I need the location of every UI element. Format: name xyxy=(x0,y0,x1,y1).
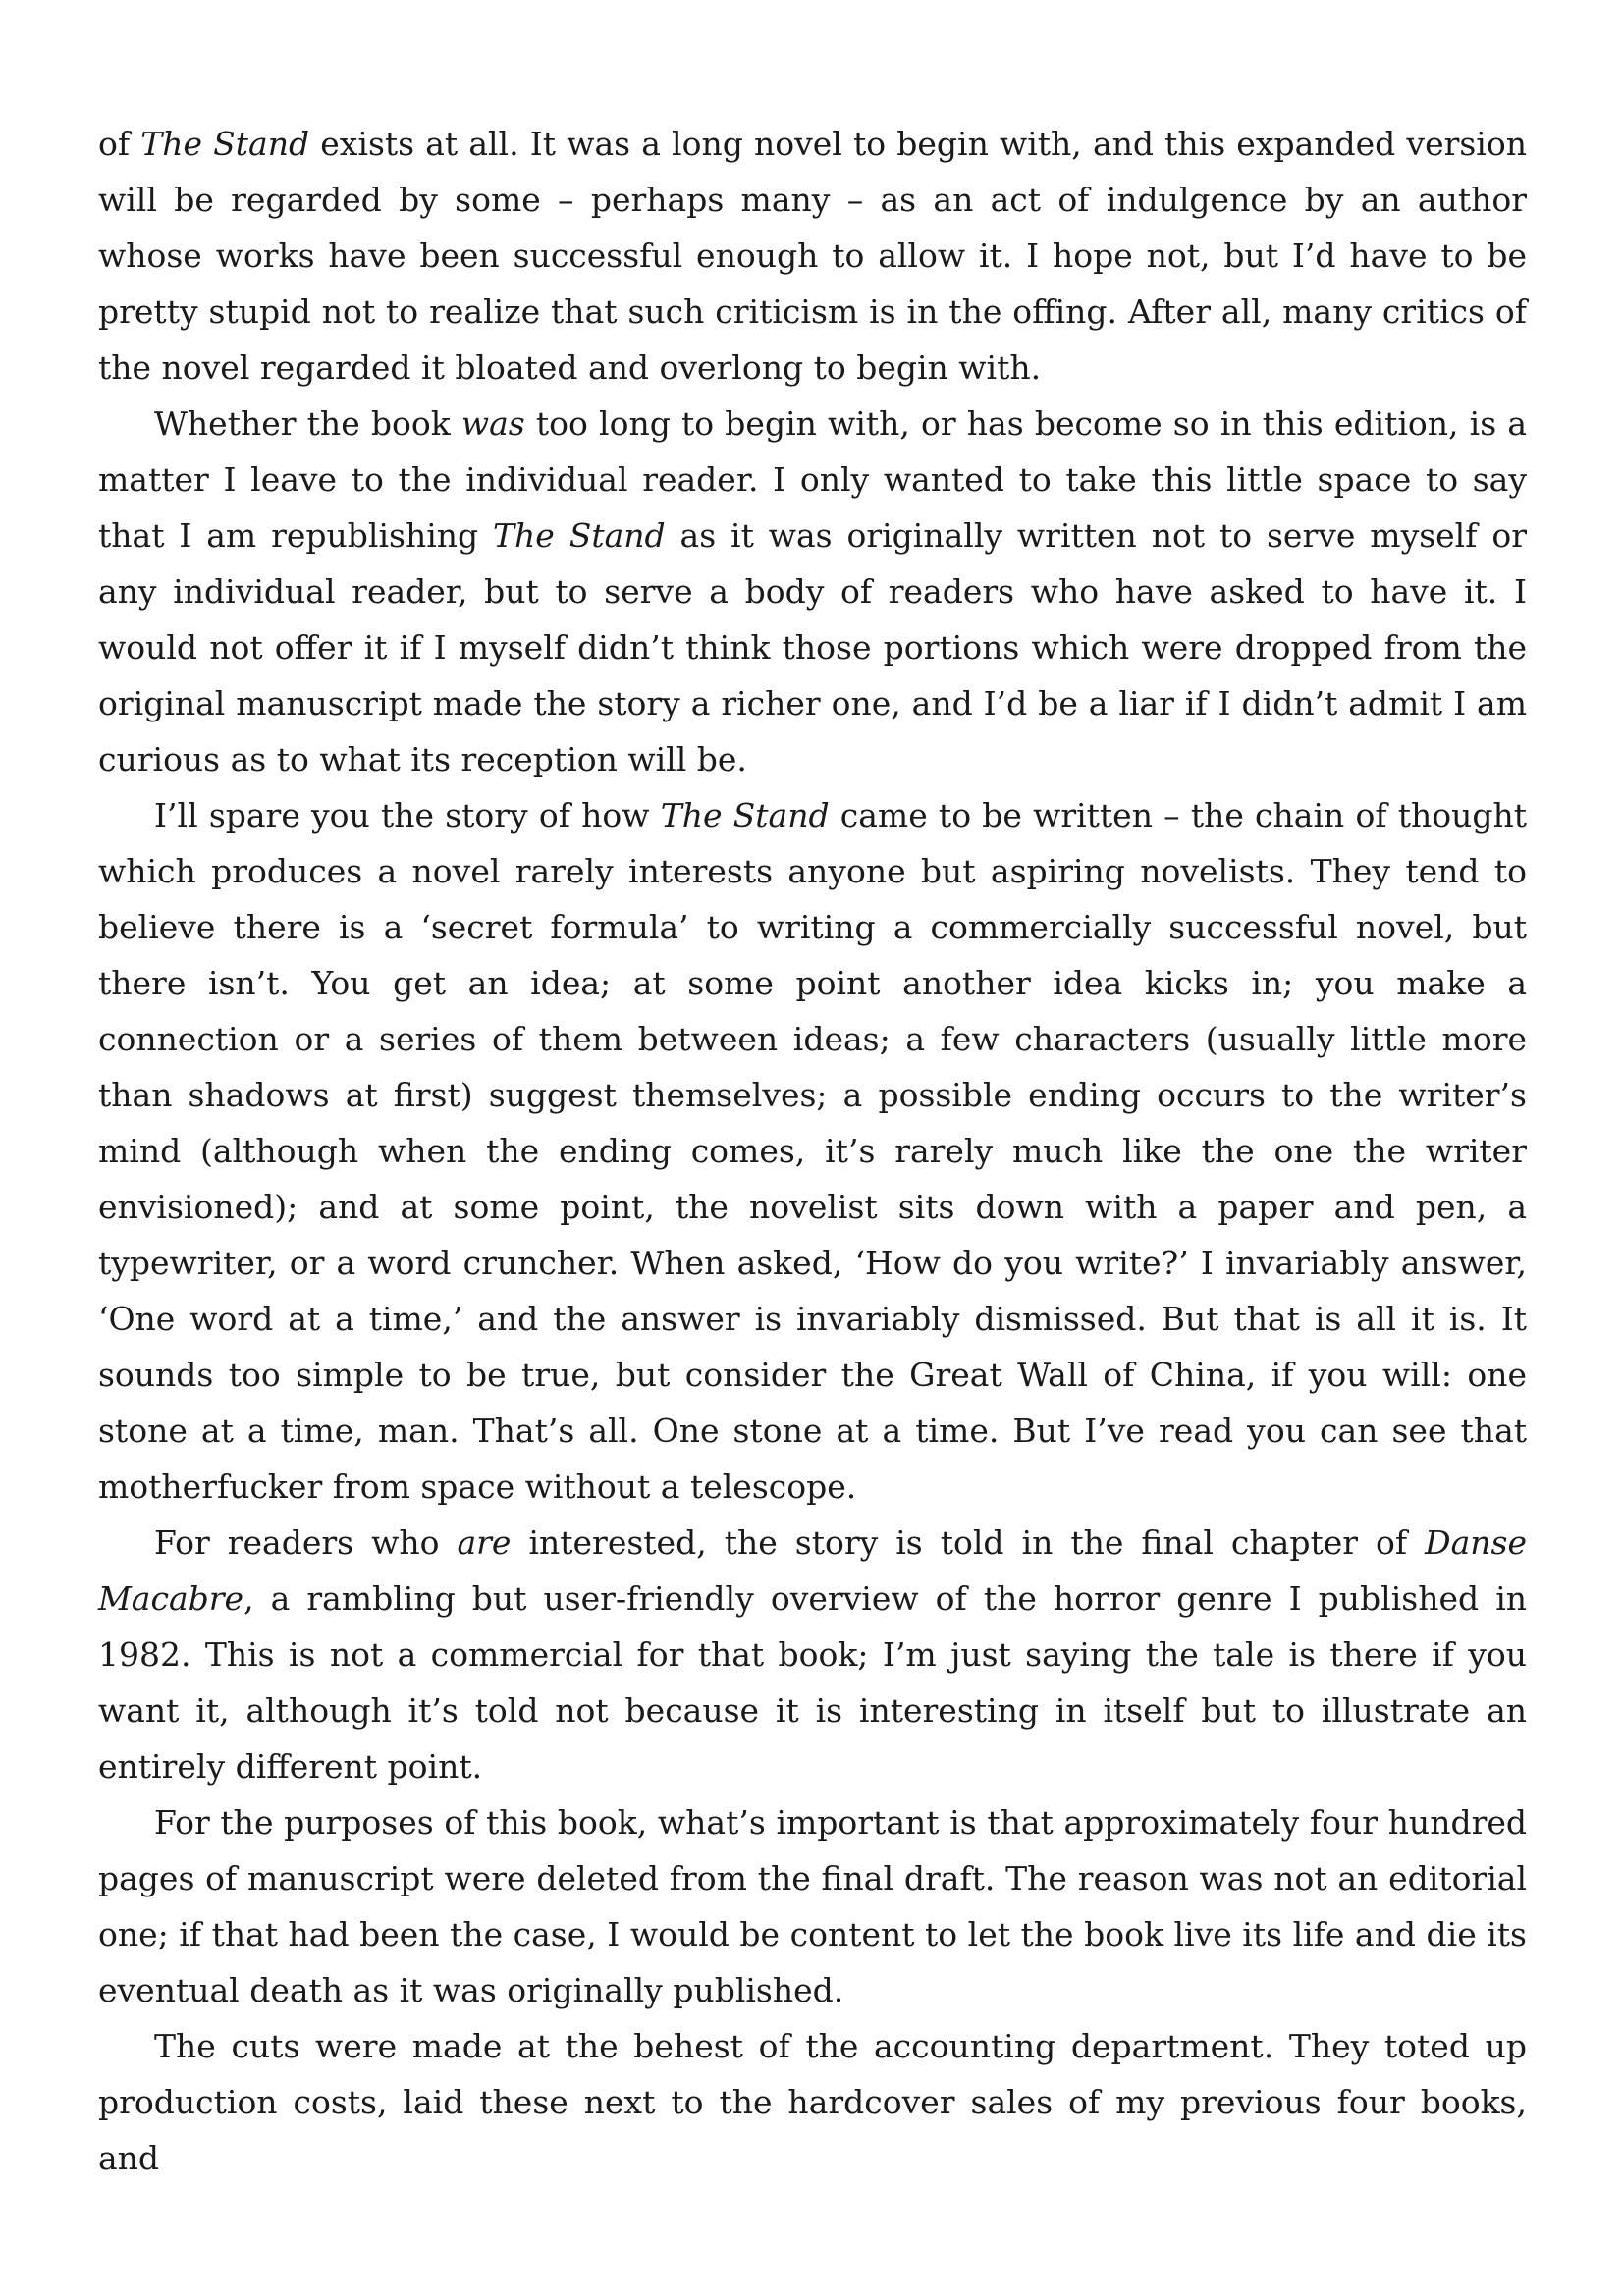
paragraph-1 xyxy=(98,116,1527,396)
text-run: For the purposes of this book, what’s important is that approximately four hundred pages of manuscript were deleted from the final draft. The reason was not an editorial one; if that had been the case, I would be content to let the book live its life and die its eventual death as it was originally published. xyxy=(98,1803,1527,2009)
book-title: The Stand xyxy=(660,796,830,834)
page-body xyxy=(98,116,1527,2186)
text-run: too long to begin with, or has become so in this edition, is a matter I leave to the individual reader. I only wanted to take this little space to say that I am republishing xyxy=(98,404,1527,555)
text-run: interested, the story is told in the final chapter of xyxy=(511,1523,1426,1562)
emphasis: are xyxy=(457,1523,512,1562)
paragraph-3 xyxy=(98,787,1527,1515)
text-run: The cuts were made at the behest of the accounting department. They toted up production costs, laid these next to the hardcover sales of my previous four books, and xyxy=(98,2027,1527,2177)
emphasis: was xyxy=(460,404,525,443)
book-title: Danse Macabre xyxy=(98,1523,1527,1618)
text-run: exists at all. It was a long novel to begin with, and this expanded version will be regarded by some – perhaps many – as an act of indulgence by an author whose works have been successful enough to allow it. I hope not, but I’d have to be pretty stupid not to realize that such criticism is in the offing. After all, many critics of the novel regarded it bloated and overlong to begin with. xyxy=(98,125,1527,387)
paragraph-4 xyxy=(98,1515,1527,1794)
paragraph-6 xyxy=(98,2018,1527,2186)
text-run: as it was originally written not to serve myself or any individual reader, but to serve a body of readers who have asked to have it. I would not offer it if I myself didn’t think those portions which were dropped from the original manuscript made the story a richer one, and I’d be a liar if I didn’t admit I am curious as to what its reception will be. xyxy=(98,516,1527,778)
text-run: For readers who xyxy=(154,1523,458,1562)
text-run: Whether the book xyxy=(154,404,461,443)
paragraph-5 xyxy=(98,1794,1527,2018)
text-run: I’ll spare you the story of how xyxy=(154,796,661,834)
book-title: The Stand xyxy=(493,516,666,555)
text-run: , a rambling but user-friendly overview of the horror genre I published in 1982. This is not a commercial for that book; I’m just saying the tale is there if you want it, although it’s told not because it is interesting in itself but to illustrate an entirely different point. xyxy=(98,1579,1527,1786)
text-run: of xyxy=(98,125,141,163)
book-title: The Stand xyxy=(140,125,310,163)
paragraph-2 xyxy=(98,396,1527,787)
text-run: came to be written – the chain of thought which produces a novel rarely interests anyone but aspiring novelists. They tend to believe there is a ‘secret formula’ to writing a commercially successful novel, but there isn’t. You get an idea; at some point another idea kicks in; you make a connection or a series of them between ideas; a few characters (usually little more than shadows at first) suggest themselves; a possible ending occurs to the writer’s mind (although when the ending comes, it’s rarely much like the one the writer envisioned); and at some point, the novelist sits down with a paper and pen, a typewriter, or a word cruncher. When asked, ‘How do you write?’ I invariably answer, ‘One word at a time,’ and the answer is invariably dismissed. But that is all it is. It sounds too simple to be true, but consider the Great Wall of China, if you will: one stone at a time, man. That’s all. One stone at a time. But I’ve read you can see that motherfucker from space without a telescope. xyxy=(98,796,1527,1506)
